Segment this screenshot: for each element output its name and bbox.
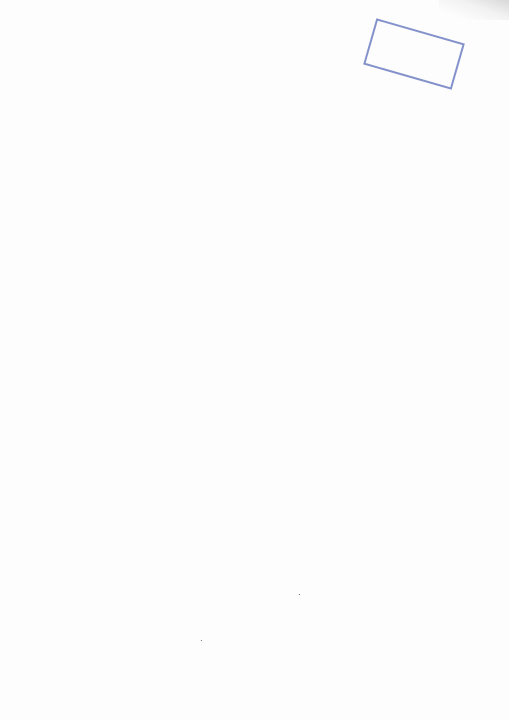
- header-calc-line: [180, 150, 189, 230]
- header-total-area-line: [222, 150, 231, 230]
- header-self-rebuilt-line: [381, 138, 390, 230]
- pen-dot-mark: ·: [298, 590, 301, 599]
- pen-tick-mark: ·: [200, 636, 203, 645]
- header-unheated-line: [356, 140, 365, 230]
